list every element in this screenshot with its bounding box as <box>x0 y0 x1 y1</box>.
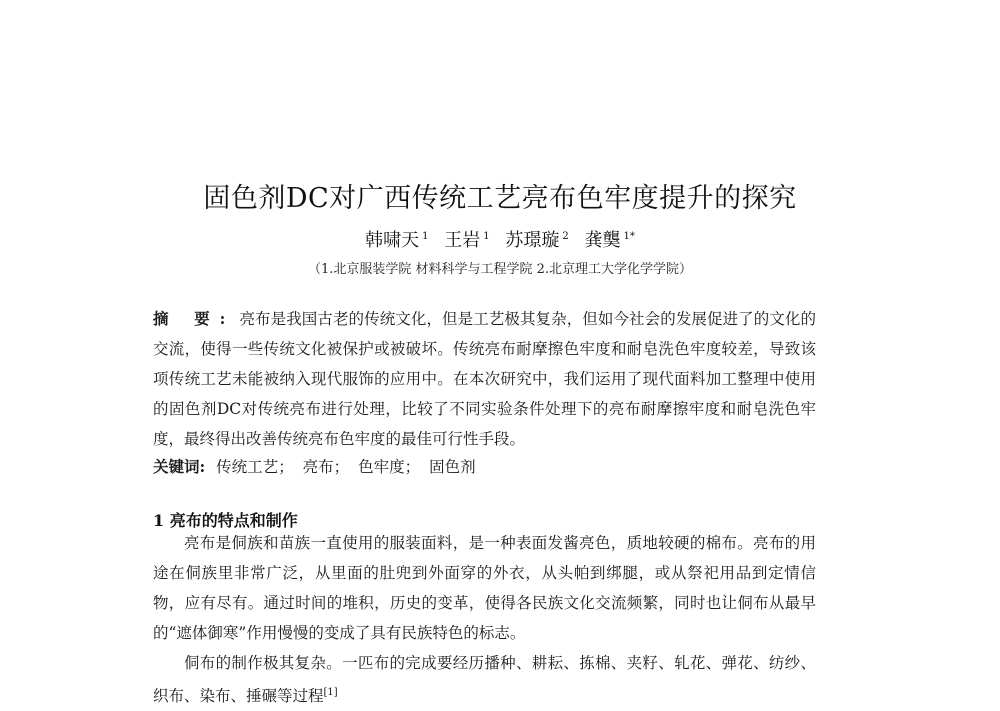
abstract <box>153 304 816 454</box>
paragraph-text: 侗布的制作极其复杂。一匹布的完成要经历播种、耕耘、拣棉、夹籽、轧花、弹花、纺纱、织布、染布、捶碾等过程 <box>153 654 816 706</box>
author-name: 苏璟璇 <box>505 230 560 251</box>
keyword: 亮布 <box>302 458 334 476</box>
paragraph <box>153 648 816 711</box>
keywords-label: 关键词: <box>153 457 206 476</box>
author-affiliation-mark: 1* <box>623 231 635 242</box>
keyword: 色牢度 <box>358 458 405 476</box>
paragraph: 亮布是侗族和苗族一直使用的服装面料，是一种表面发酱亮色，质地较硬的棉布。亮布的用途在侗族里非常广泛，从里面的肚兜到外面穿的外衣，从头帕到绑腿，或从祭祀用品到定情信物，应有尽有。通过时间的堆积，历史的变革，使得各民族文化交流频繁，同时也让侗布从最早的“遮体御寒”作用慢慢的变成了具有民族特色的标志。 <box>153 534 816 642</box>
keywords: 关键词: 传统工艺； 亮布； 色牢度； 固色剂 <box>153 457 476 476</box>
section-heading: 1 亮布的特点和制作 <box>153 511 298 530</box>
paper-title: 固色剂DC对广西传统工艺亮布色牢度提升的探究 <box>203 183 797 214</box>
keyword: 传统工艺 <box>216 458 279 476</box>
affiliations: （1.北京服装学院 材料科学与工程学院 2.北京理工大学化学学院） <box>307 262 693 277</box>
abstract-text: 亮布是我国古老的传统文化，但是工艺极其复杂，但如今社会的发展促进了的文化的交流，使得一些传统文化被保护或被破坏。传统亮布耐摩擦色牢度和耐皂洗色牢度较差，导致该项传统工艺未能被纳入现代服饰的应用中。在本次研究中，我们运用了现代面料加工整理中使用的固色剂DC对传统亮布进行处理，比较了不同实验条件处理下的亮布耐摩擦牢度和耐皂洗色牢度，最终得出改善传统亮布色牢度的最佳可行性手段。 <box>153 310 816 448</box>
citation: [1] <box>323 687 338 698</box>
author <box>584 226 634 252</box>
author-list <box>0 226 1000 252</box>
keyword: 固色剂 <box>429 458 476 476</box>
abstract-label: 摘 要: <box>153 309 236 328</box>
author <box>365 226 428 252</box>
author-name: 韩啸天 <box>365 230 420 251</box>
author-name: 王岩 <box>444 230 481 251</box>
author-affiliation-mark: 1 <box>483 231 490 242</box>
author <box>505 226 568 252</box>
author-affiliation-mark: 2 <box>562 231 569 242</box>
author <box>444 226 489 252</box>
author-name: 龚龑 <box>584 230 621 251</box>
author-affiliation-mark: 1 <box>422 231 429 242</box>
